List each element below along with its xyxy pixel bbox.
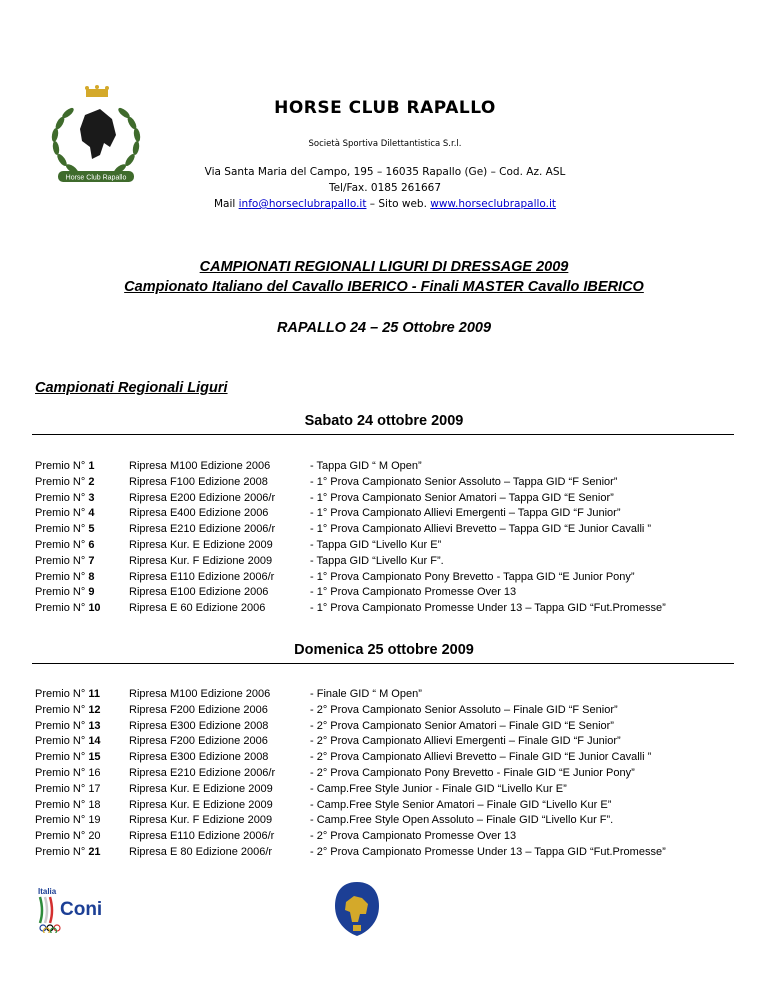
event-description: - 1° Prova Campionato Senior Assoluto – Tappa GID “F Senior” (310, 475, 618, 488)
premio-number: Premio N° 12 (35, 703, 101, 716)
premio-number: Premio N° 20 (35, 830, 101, 843)
ripresa: Ripresa E 60 Edizione 2006 (129, 602, 266, 615)
ripresa: Ripresa E110 Edizione 2006/r (129, 570, 275, 583)
premio-number: Premio N° 15 (35, 751, 101, 764)
sunday-divider (32, 663, 734, 664)
ripresa: Ripresa Kur. E Edizione 2009 (129, 539, 273, 551)
ripresa: Ripresa E200 Edizione 2006/r (129, 491, 276, 504)
premio-number: Premio N° 2 (35, 475, 95, 488)
svg-text:Italia: Italia (38, 887, 57, 896)
premio-number: Premio N° 18 (35, 798, 101, 811)
telfax-line: Tel/Fax. 0185 261667 (328, 182, 442, 194)
ripresa: Ripresa E110 Edizione 2006/r (129, 830, 275, 843)
event-description: - Camp.Free Style Open Assoluto – Finale GID “Livello Kur F”. (310, 814, 614, 827)
event-description: - Camp.Free Style Junior - Finale GID “Livello Kur E” (310, 782, 567, 795)
main-title: CAMPIONATI REGIONALI LIGURI DI DRESSAGE 2009 (199, 259, 569, 275)
club-name: HORSE CLUB RAPALLO (274, 98, 496, 118)
event-description: - 1° Prova Campionato Pony Brevetto - Tappa GID “E Junior Pony” (310, 570, 635, 583)
premio-number: Premio N° 21 (35, 846, 101, 858)
sunday-heading: Domenica 25 ottobre 2009 (294, 642, 474, 658)
ripresa: Ripresa Kur. E Edizione 2009 (129, 782, 273, 795)
ripresa: Ripresa E300 Edizione 2008 (129, 751, 269, 764)
premio-number: Premio N° 5 (35, 523, 95, 536)
ripresa: Ripresa Kur. E Edizione 2009 (129, 798, 273, 811)
event-description: - 2° Prova Campionato Promesse Over 13 (310, 830, 517, 843)
company-type: Società Sportiva Dilettantistica S.r.l. (308, 139, 462, 149)
premio-number: Premio N° 6 (35, 539, 95, 551)
website-link[interactable]: www.horseclubrapallo.it (430, 198, 557, 210)
premio-number: Premio N° 1 (35, 460, 95, 472)
ripresa: Ripresa E210 Edizione 2006/r (129, 767, 276, 779)
event-description: - 2° Prova Campionato Promesse Under 13 – Tappa GID “Fut.Promesse” (310, 846, 666, 858)
event-description: - 2° Prova Campionato Senior Amatori – Finale GID “E Senior” (310, 719, 614, 732)
svg-text:Horse Club Rapallo: Horse Club Rapallo (65, 174, 127, 182)
premio-number: Premio N° 11 (35, 688, 100, 700)
federation-emblem (332, 880, 382, 938)
premio-number: Premio N° 8 (35, 570, 95, 583)
premio-number: Premio N° 13 (35, 719, 101, 732)
event-description: - 1° Prova Campionato Promesse Under 13 – Tappa GID “Fut.Promesse” (310, 602, 666, 615)
event-description: - 2° Prova Campionato Allievi Emergenti – Finale GID “F Junior” (310, 735, 621, 748)
event-description: - 1° Prova Campionato Senior Amatori – Tappa GID “E Senior” (310, 491, 614, 504)
ripresa: Ripresa E 80 Edizione 2006/r (129, 846, 273, 858)
event-date: RAPALLO 24 – 25 Ottobre 2009 (276, 320, 492, 336)
coni-logo (38, 885, 128, 933)
crown-icon (85, 85, 109, 97)
premio-number: Premio N° 16 (35, 767, 101, 779)
ripresa: Ripresa E210 Edizione 2006/r (129, 523, 276, 536)
ripresa: Ripresa Kur. F Edizione 2009 (129, 554, 273, 567)
address-line: Via Santa Maria del Campo, 195 – 16035 Rapallo (Ge) – Cod. Az. ASL (204, 166, 566, 178)
olympic-rings-icon (40, 925, 60, 933)
premio-number: Premio N° 9 (35, 586, 95, 599)
event-description: - 2° Prova Campionato Allievi Brevetto – Finale GID “E Junior Cavalli ” (310, 751, 652, 764)
ripresa: Ripresa F100 Edizione 2008 (129, 475, 268, 488)
event-description: - 2° Prova Campionato Pony Brevetto - Finale GID “E Junior Pony” (310, 767, 635, 779)
premio-number: Premio N° 14 (35, 735, 101, 748)
event-description: - Camp.Free Style Senior Amatori – Finale GID “Livello Kur E” (310, 798, 612, 811)
premio-number: Premio N° 4 (35, 507, 95, 520)
ripresa: Ripresa M100 Edizione 2006 (129, 688, 271, 700)
event-description: - 1° Prova Campionato Allievi Brevetto – Tappa GID “E Junior Cavalli ” (310, 523, 652, 536)
club-logo (30, 85, 160, 190)
event-description: - 2° Prova Campionato Senior Assoluto – Finale GID “F Senior” (310, 703, 618, 716)
contact-line (160, 198, 610, 210)
ripresa: Ripresa M100 Edizione 2006 (129, 460, 271, 472)
premio-number: Premio N° 10 (35, 602, 101, 615)
premio-number: Premio N° 3 (35, 491, 95, 504)
horse-head-icon (80, 109, 116, 159)
ripresa: Ripresa E100 Edizione 2006 (129, 586, 269, 599)
premio-number: Premio N° 17 (35, 782, 101, 795)
email-link[interactable]: info@horseclubrapallo.it (238, 198, 367, 210)
event-description: - 1° Prova Campionato Promesse Over 13 (310, 586, 517, 599)
event-description: - Tappa GID “Livello Kur F”. (310, 554, 444, 567)
ripresa: Ripresa F200 Edizione 2006 (129, 703, 268, 716)
premio-number: Premio N° 7 (35, 554, 95, 567)
ripresa: Ripresa E400 Edizione 2006 (129, 507, 269, 520)
event-description: - Tappa GID “ M Open” (310, 460, 422, 472)
ripresa: Ripresa E300 Edizione 2008 (129, 719, 269, 732)
event-description: - Finale GID “ M Open” (310, 688, 422, 700)
site-label: – Sito web. (366, 198, 431, 210)
ripresa: Ripresa Kur. F Edizione 2009 (129, 814, 273, 827)
mail-label: Mail (213, 198, 239, 210)
saturday-divider (32, 434, 734, 435)
ripresa: Ripresa F200 Edizione 2006 (129, 735, 268, 748)
event-description: - Tappa GID “Livello Kur E” (310, 539, 442, 551)
saturday-heading: Sabato 24 ottobre 2009 (304, 413, 464, 429)
premio-number: Premio N° 19 (35, 814, 101, 827)
event-description: - 1° Prova Campionato Allievi Emergenti – Tappa GID “F Junior” (310, 507, 621, 520)
italian-flag-icon (40, 897, 52, 923)
svg-text:Coni: Coni (60, 899, 103, 920)
section-title: Campionati Regionali Liguri (35, 380, 228, 396)
subtitle: Campionato Italiano del Cavallo IBERICO - Finali MASTER Cavallo IBERICO (124, 279, 644, 295)
